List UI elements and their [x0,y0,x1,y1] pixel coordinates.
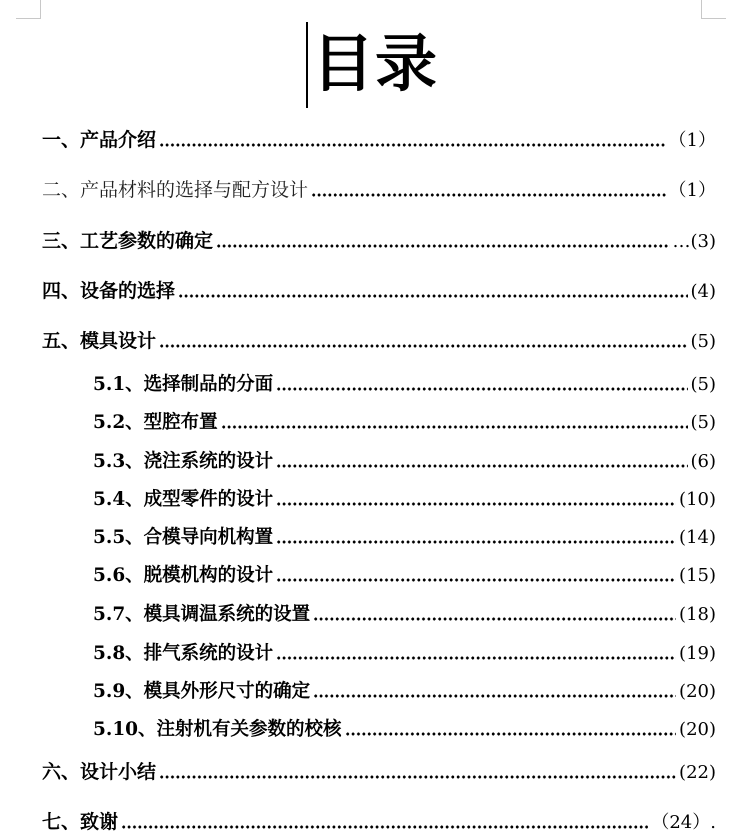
toc-entry-page: (22) [679,762,716,783]
toc-leader [313,694,676,698]
toc-entry-label: 一、产品介绍 [42,129,157,151]
toc-entry-label: 六、设计小结 [42,761,157,783]
toc-entry[interactable] [42,229,716,254]
toc-entry[interactable] [93,564,716,588]
toc-entry-page: (15) [679,565,716,586]
toc-leader [276,656,676,660]
toc-entry-label: 5.4、成型零件的设计 [93,489,274,510]
toc-entry[interactable] [93,450,716,474]
toc-entry[interactable] [42,329,716,354]
toc-leader [313,617,676,621]
toc-leader [159,344,687,348]
text-cursor [306,22,308,108]
toc-entry-label: 5.6、脱模机构的设计 [93,565,274,586]
toc-entry[interactable] [93,526,716,550]
toc-entry-page: (18) [679,604,716,625]
crop-mark-top-right [701,0,726,19]
toc-leader [345,732,676,736]
toc-entry-label: 5.10、注射机有关参数的校核 [93,719,342,740]
toc-entry-page: (6) [690,451,716,472]
toc-entry-page: （24）. [651,812,716,833]
toc-entry-page: (20) [679,719,716,740]
toc-entry-page: （1） [668,180,716,201]
toc-leader [276,578,676,582]
toc-entry[interactable] [42,178,716,203]
toc-entry[interactable] [93,488,716,512]
toc-entry[interactable] [93,718,716,742]
toc-entry-label: 5.9、模具外形尺寸的确定 [93,681,311,702]
toc-leader [159,775,676,779]
toc-entry-page: (10) [679,489,716,510]
toc-entry-page: (5) [690,412,716,433]
document-title: 目录 [312,27,439,100]
toc-entry[interactable] [93,680,716,704]
toc-entry-label: 5.2、型腔布置 [93,412,218,433]
toc-leader [276,387,687,391]
toc-entry-page: (5) [690,331,716,352]
toc-leader [159,143,666,147]
toc-entry[interactable] [42,128,716,153]
toc-leader [221,425,688,429]
toc-entry[interactable] [93,642,716,666]
toc-entry-label: 5.3、浇注系统的设计 [93,451,274,472]
toc-entry-page: (19) [679,643,716,664]
toc-entry-label: 五、模具设计 [42,330,157,352]
toc-entry-label: 5.5、合模导向机构置 [93,527,274,548]
toc-entry-page: （1） [668,130,716,151]
toc-entry-label: 5.8、排气系统的设计 [93,643,274,664]
toc-leader [178,294,687,298]
toc-entry-label: 5.1、选择制品的分面 [93,374,274,395]
crop-mark-top-left [16,0,41,19]
toc-entry[interactable] [42,279,716,304]
toc-entry-page: …(3) [672,231,716,252]
toc-entry[interactable] [42,810,716,835]
toc-entry-label: 四、设备的选择 [42,280,176,302]
toc-entry-label: 七、致谢 [42,811,119,833]
toc-entry-page: (4) [690,281,716,302]
toc-entry[interactable] [42,760,716,785]
toc-leader [216,244,669,248]
toc-entry-page: (5) [690,374,716,395]
toc-entry[interactable] [93,603,716,627]
toc-leader [311,193,666,197]
toc-entry[interactable] [93,373,716,397]
toc-entry-page: (14) [679,527,716,548]
toc-leader [276,464,687,468]
toc-leader [121,825,648,829]
toc-entry-label: 三、工艺参数的确定 [42,230,214,252]
toc-entry-label: 5.7、模具调温系统的设置 [93,604,311,625]
toc-leader [276,540,676,544]
toc-entry[interactable] [93,411,716,435]
toc-leader [276,502,676,506]
toc-entry-page: (20) [679,681,716,702]
toc-entry-label: 二、产品材料的选择与配方设计 [42,179,309,201]
